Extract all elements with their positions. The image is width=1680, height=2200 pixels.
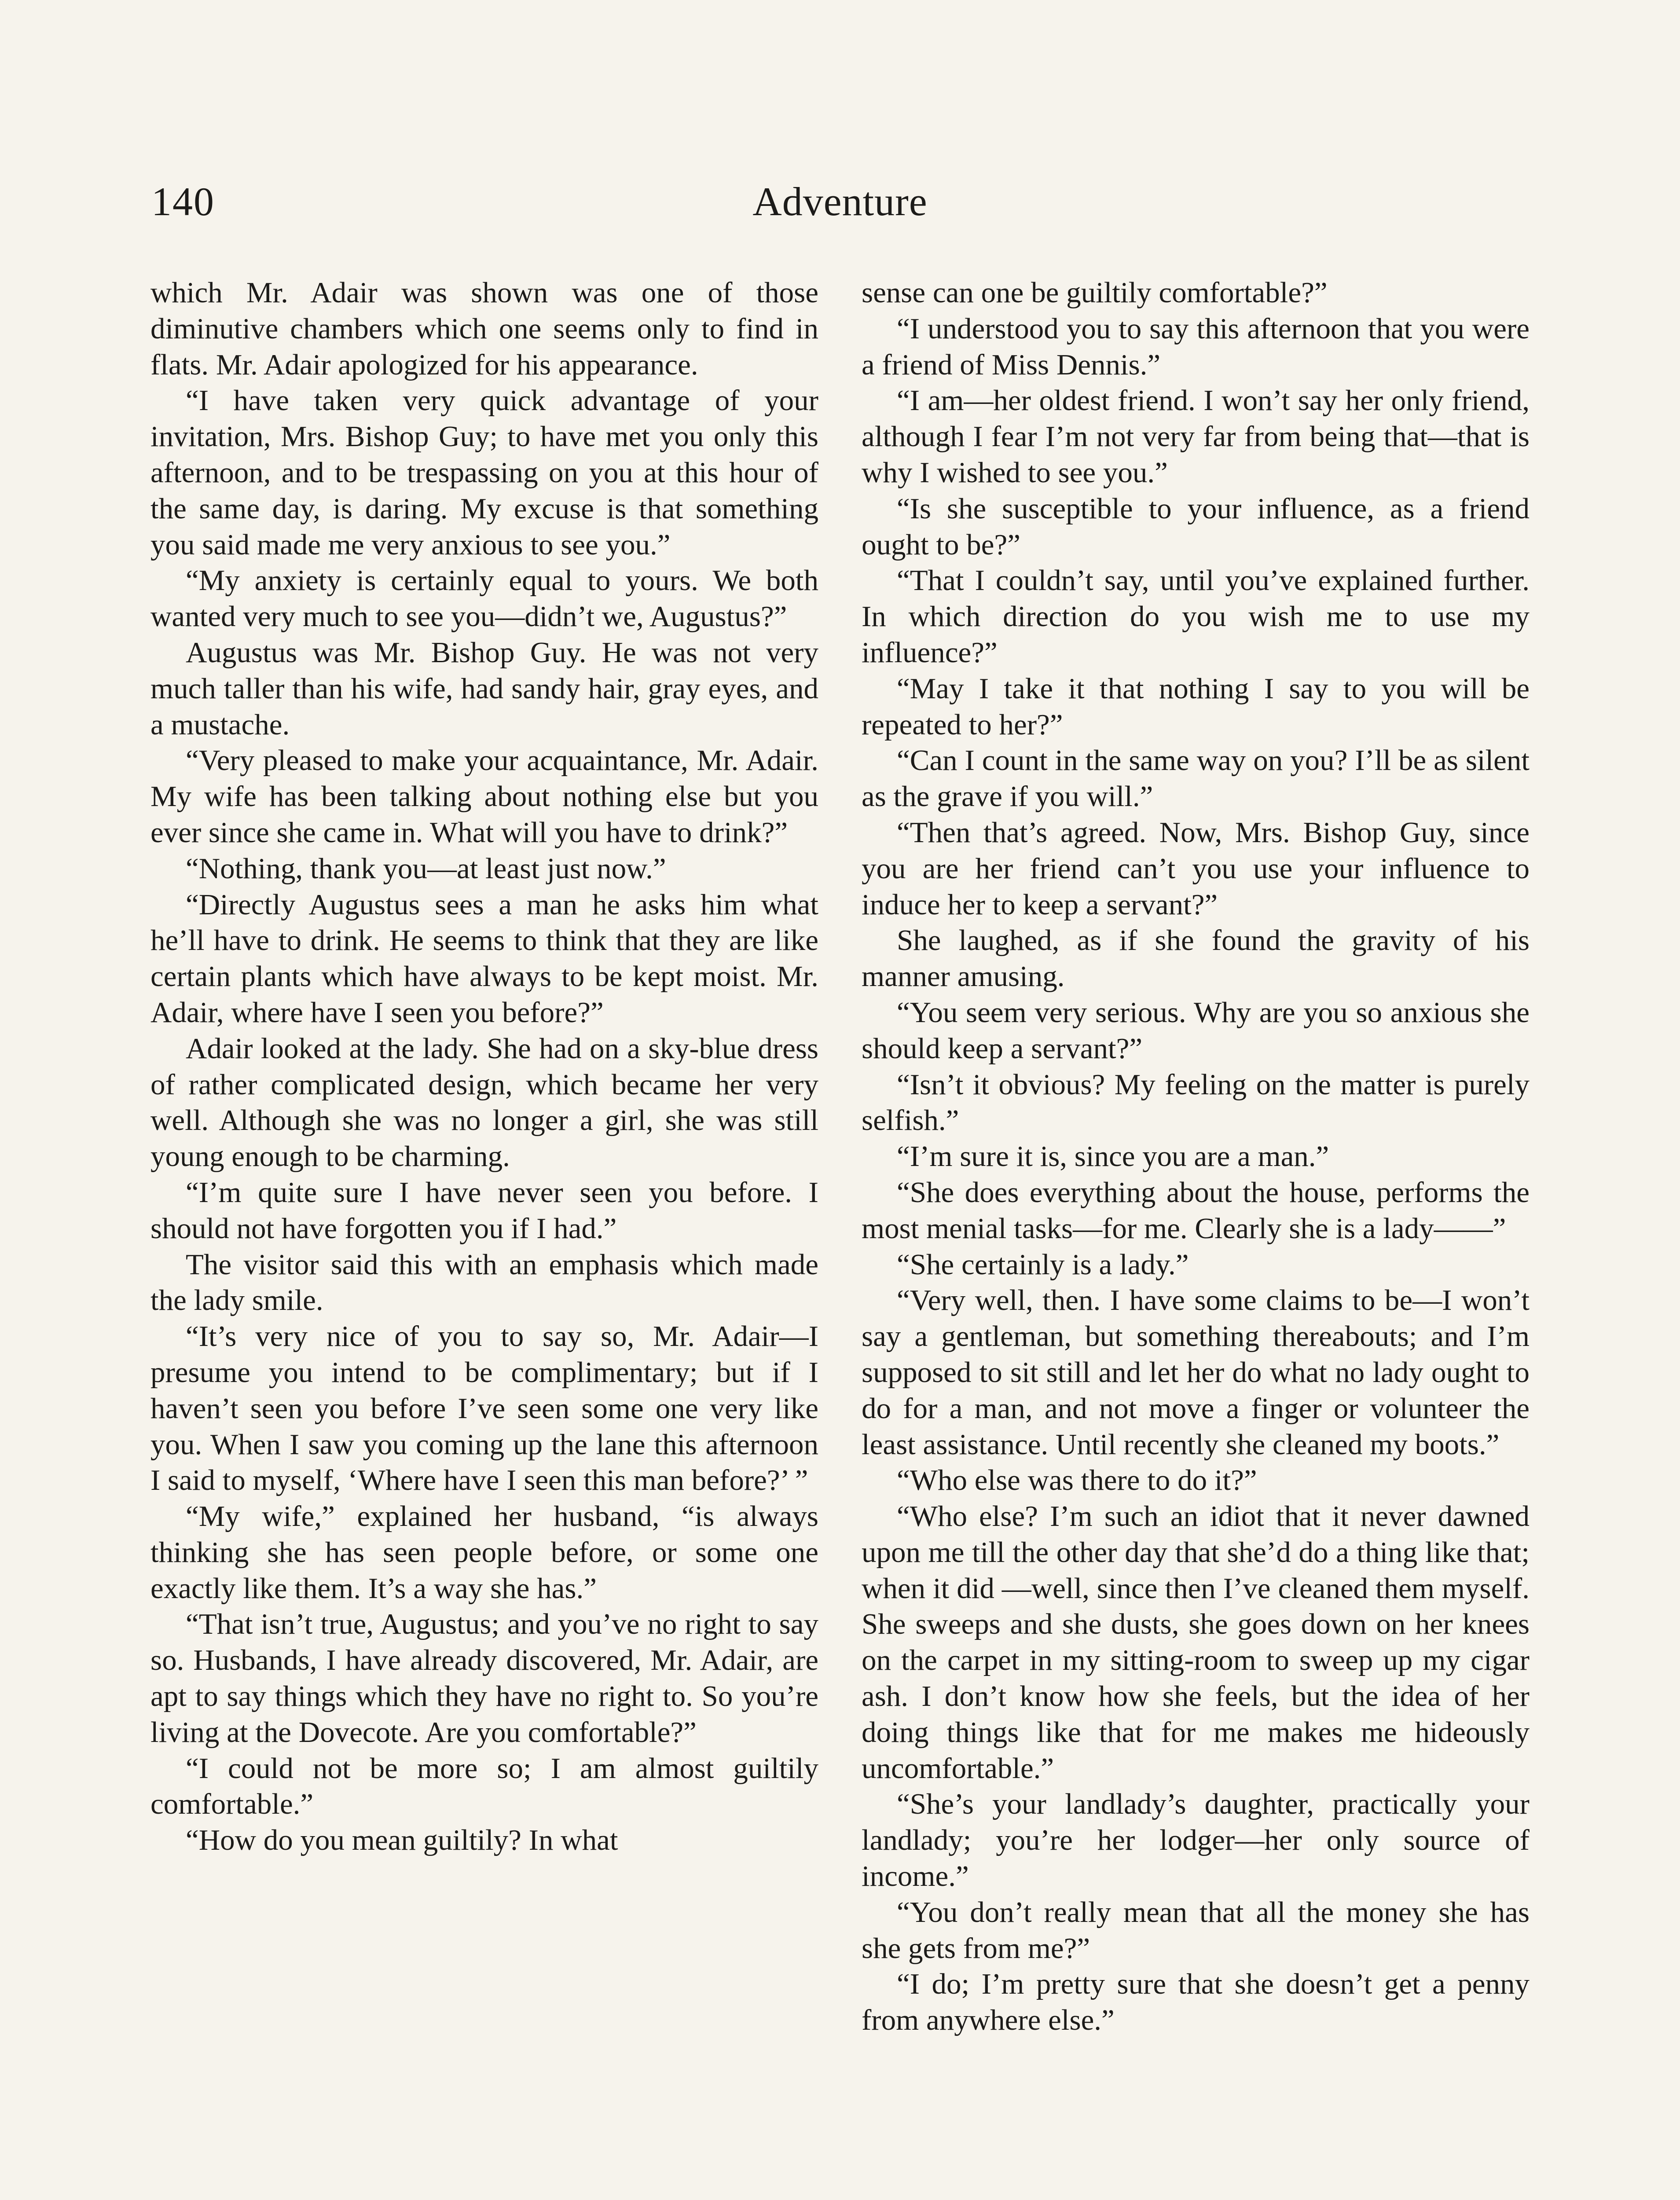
paragraph: sense can one be guiltily comfortable?” — [862, 276, 1328, 309]
paragraph: Adair looked at the lady. She had on a sky-blue dress of rather complicated design, which became her very well. Although she was no longer a girl, she was still young enough to be charming. — [150, 1032, 818, 1173]
paragraph: “I’m sure it is, since you are a man.” — [897, 1140, 1329, 1173]
paragraph: “How do you mean guiltily? In what — [186, 1824, 618, 1857]
paragraph: “You don’t really mean that all the money she has she gets from me?” — [862, 1896, 1530, 1965]
paragraph: “Who else was there to do it?” — [897, 1464, 1257, 1497]
paragraph: “I have taken very quick advantage of your invitation, Mrs. Bishop Guy; to have met you only this afternoon, and to be trespassing on you at this hour of the same day, is daring. My excuse is that something you said made me very anxious to see you.” — [150, 384, 818, 561]
paragraph: “Very well, then. I have some claims to be—I won’t say a gentleman, but something thereabouts; and I’m supposed to sit still and let her do what no lady ought to do for a man, and not move a finger or volunteer the least assistance. Until recently she cleaned my boots.” — [862, 1284, 1530, 1461]
paragraph: “I do; I’m pretty sure that she doesn’t get a penny from anywhere else.” — [862, 1968, 1530, 2037]
paragraph: “I’m quite sure I have never seen you before. I should not have forgotten you if I had.” — [150, 1176, 818, 1245]
paragraph: “I could not be more so; I am almost guiltily comfortable.” — [150, 1752, 818, 1821]
running-title: Adventure — [752, 179, 928, 224]
paragraph: “Nothing, thank you—at least just now.” — [186, 852, 666, 885]
paragraph: “That I couldn’t say, until you’ve explained further. In which direction do you wish me to use my influence?” — [862, 564, 1530, 669]
page-number: 140 — [151, 179, 215, 224]
paragraph: “Is she susceptible to your influence, as a friend ought to be?” — [862, 492, 1530, 561]
paragraph: “I understood you to say this afternoon that you were a friend of Miss Dennis.” — [862, 312, 1530, 381]
right-column — [862, 275, 1530, 2039]
paragraph: “It’s very nice of you to say so, Mr. Adair—I presume you intend to be complimentary; but if I haven’t seen you before I’ve seen some one very like you. When I saw you coming up the lane this afternoon I said to myself, ‘Where have I seen this man before?’ ” — [150, 1320, 818, 1497]
paragraph: “Very pleased to make your acquaintance, Mr. Adair. My wife has been talking about nothing else but you ever since she came in. What will you have to drink?” — [150, 744, 818, 849]
left-column — [150, 275, 818, 1859]
paragraph: “Can I count in the same way on you? I’ll be as silent as the grave if you will.” — [862, 744, 1530, 813]
paragraph: “She’s your landlady’s daughter, practically your landlady; you’re her lodger—her only source of income.” — [862, 1788, 1530, 1893]
paragraph: “Isn’t it obvious? My feeling on the matter is purely selfish.” — [862, 1068, 1530, 1137]
paragraph: “She certainly is a lady.” — [897, 1248, 1189, 1281]
paragraph: “She does everything about the house, performs the most menial tasks—for me. Clearly she is a lady——” — [862, 1176, 1530, 1245]
paragraph: “Then that’s agreed. Now, Mrs. Bishop Guy, since you are her friend can’t you use your influence to induce her to keep a servant?” — [862, 816, 1530, 921]
paragraph: “Directly Augustus sees a man he asks him what he’ll have to drink. He seems to think that they are like certain plants which have always to be kept moist. Mr. Adair, where have I seen you before?” — [150, 888, 818, 1029]
paragraph: “May I take it that nothing I say to you will be repeated to her?” — [862, 672, 1530, 741]
paragraph: Augustus was Mr. Bishop Guy. He was not very much taller than his wife, had sandy hair, gray eyes, and a mustache. — [150, 636, 818, 741]
paragraph: The visitor said this with an emphasis which made the lady smile. — [150, 1248, 818, 1317]
paragraph: “You seem very serious. Why are you so anxious she should keep a servant?” — [862, 996, 1530, 1065]
paragraph: “Who else? I’m such an idiot that it never dawned upon me till the other day that she’d do a thing like that; when it did —well, since then I’ve cleaned them myself. She sweeps and she dusts, she goes down on her knees on the carpet in my sitting-room to sweep up my cigar ash. I don’t know how she feels, but the idea of her doing things like that for me makes me hideously uncomfortable.” — [862, 1500, 1530, 1785]
paragraph: “That isn’t true, Augustus; and you’ve no right to say so. Husbands, I have already discovered, Mr. Adair, are apt to say things which they have no right to. So you’re living at the Dovecote. Are you comfortable?” — [150, 1608, 818, 1749]
paragraph: “My wife,” explained her husband, “is always thinking she has seen people before, or some one exactly like them. It’s a way she has.” — [150, 1500, 818, 1605]
paragraph: She laughed, as if she found the gravity of his manner amusing. — [862, 924, 1530, 993]
paragraph: which Mr. Adair was shown was one of those diminutive chambers which one seems only to find in flats. Mr. Adair apologized for his appearance. — [150, 276, 818, 381]
paragraph: “I am—her oldest friend. I won’t say her only friend, although I fear I’m not very far from being that—that is why I wished to see you.” — [862, 384, 1530, 489]
paragraph: “My anxiety is certainly equal to yours. We both wanted very much to see you—didn’t we, Augustus?” — [150, 564, 818, 633]
